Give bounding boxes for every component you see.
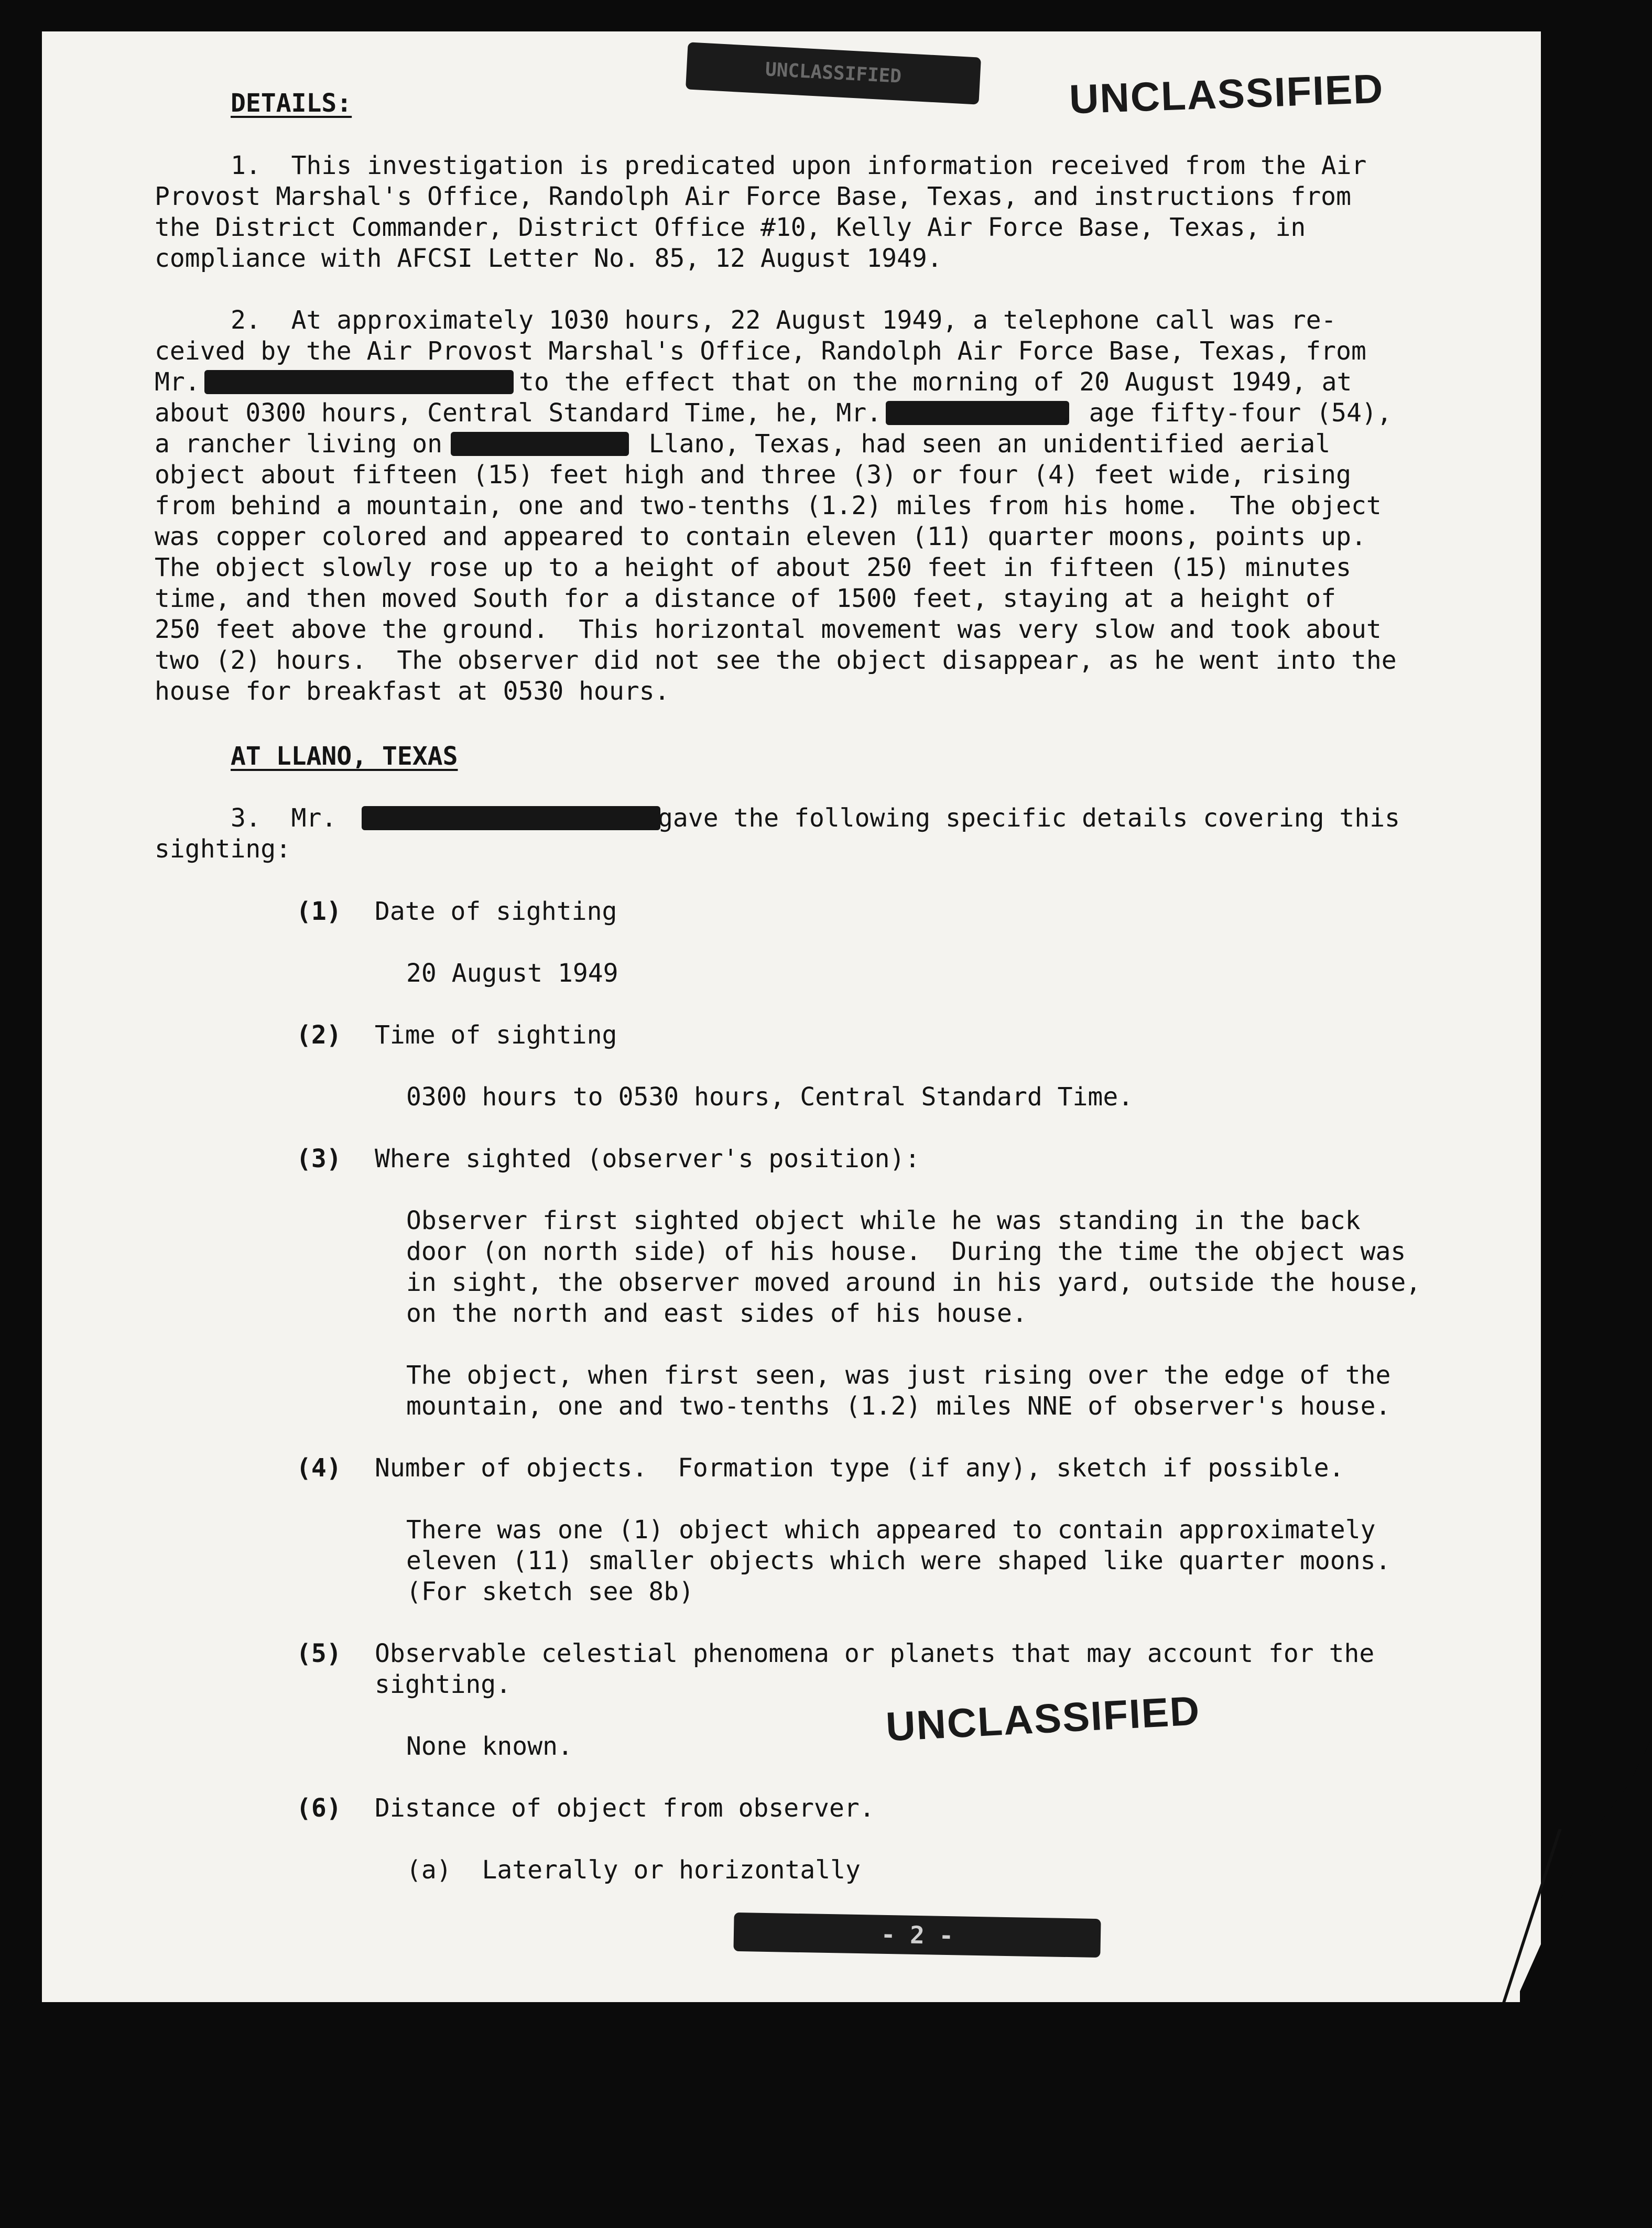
item-5-label-line-1: Observable celestial phenomena or planets that may account for the — [375, 1639, 1375, 1668]
unclassified-stamp-top: UNCLASSIFIED — [1068, 65, 1385, 123]
item-3-number: (3) — [296, 1144, 342, 1173]
paragraph-2-line-13: house for breakfast at 0530 hours. — [155, 677, 670, 706]
item-4-answer-line-3: (For sketch see 8b) — [406, 1577, 694, 1606]
item-2-number: (2) — [296, 1020, 342, 1050]
paragraph-2-line-7: from behind a mountain, one and two-tenths (1.2) miles from his home. The object — [155, 491, 1382, 520]
item-4-number: (4) — [296, 1453, 342, 1483]
item-2-label: Time of sighting — [375, 1020, 617, 1050]
item-1-answer: 20 August 1949 — [406, 959, 618, 988]
paragraph-1-line-1: 1. This investigation is predicated upon information received from the Air — [231, 151, 1367, 180]
paragraph-2-line-4-start: about 0300 hours, Central Standard Time, he, Mr. — [155, 398, 882, 428]
paragraph-2-line-6: object about fifteen (15) feet high and three (3) or four (4) feet wide, rising — [155, 460, 1351, 490]
item-3-answer-line-3: in sight, the observer moved around in his yard, outside the house, — [406, 1268, 1421, 1297]
paragraph-2-line-2: ceived by the Air Provost Marshal's Office, Randolph Air Force Base, Texas, from — [155, 336, 1366, 366]
paragraph-3-line-1-end: gave the following specific details covering this — [658, 803, 1400, 833]
redaction-bar — [886, 401, 1069, 425]
details-heading: DETAILS: — [231, 89, 352, 118]
item-2-answer: 0300 hours to 0530 hours, Central Standard Time. — [406, 1082, 1134, 1112]
item-1-number: (1) — [296, 897, 342, 926]
redaction-bar — [451, 432, 629, 456]
item-6-number: (6) — [296, 1794, 342, 1823]
paragraph-1-line-2: Provost Marshal's Office, Randolph Air Force Base, Texas, and instructions from — [155, 182, 1351, 211]
item-3-label: Where sighted (observer's position): — [375, 1144, 920, 1173]
paragraph-2-line-4-end: , age fifty-four (54), — [1059, 398, 1392, 428]
unclassified-stamp-middle: UNCLASSIFIED — [885, 1687, 1202, 1750]
item-5-label-line-2: sighting. — [375, 1670, 512, 1699]
item-4-label: Number of objects. Formation type (if any), sketch if possible. — [375, 1453, 1344, 1483]
paragraph-3-line-2: sighting: — [155, 834, 291, 864]
item-5-number: (5) — [296, 1639, 342, 1668]
item-4-answer-line-1: There was one (1) object which appeared to contain approximately — [406, 1515, 1376, 1545]
item-6-sub-a: (a) Laterally or horizontally — [406, 1855, 861, 1885]
paragraph-2-line-3-end: to the effect that on the morning of 20 August 1949, at — [519, 367, 1352, 397]
paragraph-3-line-1-start: 3. Mr. — [231, 803, 337, 833]
item-3-answer2-line-1: The object, when first seen, was just rising over the edge of the — [406, 1361, 1391, 1390]
page-number-marker: - 2 - — [733, 1912, 1101, 1958]
top-security-marker: UNCLASSIFIED — [686, 42, 981, 104]
paragraph-2-line-8: was copper colored and appeared to contain eleven (11) quarter moons, points up. — [155, 522, 1366, 551]
section-heading-llano: AT LLANO, TEXAS — [231, 742, 458, 771]
item-3-answer-line-1: Observer first sighted object while he was standing in the back — [406, 1206, 1361, 1235]
item-3-answer-line-2: door (on north side) of his house. During the time the object was — [406, 1237, 1406, 1266]
item-4-answer-line-2: eleven (11) smaller objects which were shaped like quarter moons. — [406, 1546, 1391, 1575]
item-1-label: Date of sighting — [375, 897, 617, 926]
paragraph-2-line-5-start: a rancher living on — [155, 429, 443, 459]
paragraph-2-line-11: 250 feet above the ground. This horizontal movement was very slow and took about — [155, 615, 1382, 644]
paragraph-2-line-1: 2. At approximately 1030 hours, 22 August 1949, a telephone call was re- — [231, 306, 1336, 335]
paragraph-1-line-3: the District Commander, District Office #10, Kelly Air Force Base, Texas, in — [155, 213, 1306, 242]
item-3-answer2-line-2: mountain, one and two-tenths (1.2) miles NNE of observer's house. — [406, 1392, 1391, 1421]
paragraph-2-line-3-start: Mr. — [155, 367, 200, 397]
redaction-bar — [362, 806, 660, 830]
paragraph-2-line-12: two (2) hours. The observer did not see the object disappear, as he went into the — [155, 646, 1397, 675]
paragraph-2-line-10: time, and then moved South for a distance of 1500 feet, staying at a height of — [155, 584, 1336, 613]
paragraph-2-line-5-end: , Llano, Texas, had seen an unidentified aerial — [618, 429, 1331, 459]
paragraph-2-line-9: The object slowly rose up to a height of about 250 feet in fifteen (15) minutes — [155, 553, 1351, 582]
item-3-answer-line-4: on the north and east sides of his house. — [406, 1299, 1027, 1328]
item-5-answer: None known. — [406, 1732, 573, 1761]
item-6-label: Distance of object from observer. — [375, 1794, 875, 1823]
paragraph-1-line-4: compliance with AFCSI Letter No. 85, 12 August 1949. — [155, 244, 942, 273]
redaction-bar — [204, 370, 514, 394]
